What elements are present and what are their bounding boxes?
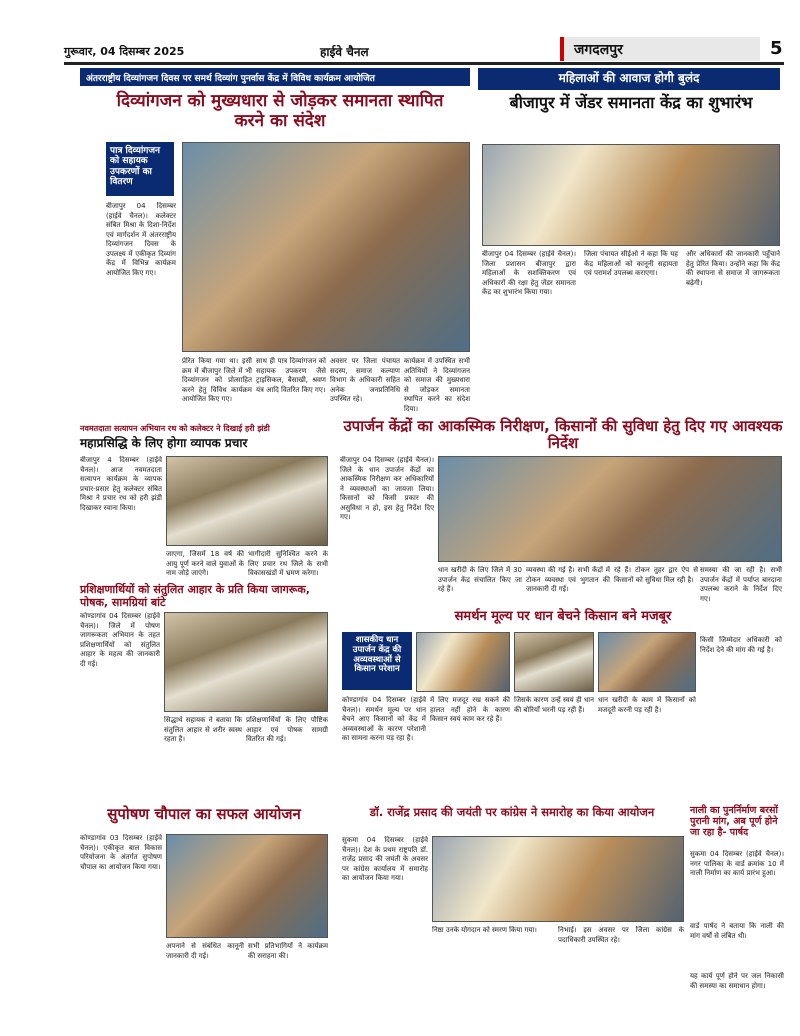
story4-photo (438, 456, 782, 562)
story7-body3: सभी प्रतिभागियों ने कार्यक्रम की सराहना की। (248, 942, 328, 960)
story4-body1: बीजापुर 04 दिसम्बर (हाईवे चैनल)। जिले के धान उपार्जन केंद्रों का आकस्मिक निरीक्षण कर अधिकारियों ने व्यवस्थाओं का जायजा लिया। किसानों को किसी प्रकार की असुविधा न हो, इस हेतु निर्देश दिए गए। (340, 456, 434, 521)
issue-date: गुरूवार, 04 दिसम्बर 2025 (64, 45, 185, 58)
story8-body1: सुकमा 04 दिसम्बर (हाईवे चैनल)। देश के प्रथम राष्ट्रपति डॉ. राजेंद्र प्रसाद की जयंती के अवसर पर कांग्रेस कार्यालय में समारोह का आयोजन किया गया। (342, 836, 428, 882)
story1-body5: कार्यक्रम में उपस्थित सभी अतिथियों ने दिव्यांगजन को समाज की मुख्यधारा से जोड़कर समानता स्थापित करने का संदेश दिया। (404, 357, 470, 413)
header-rule (64, 62, 784, 65)
story6-photo2 (514, 632, 594, 692)
story4-body3: व्यवस्था की गई है। सभी केंद्रों में टोकन व्यवस्था एवं भुगतान की जानकारी दी गई। (526, 566, 610, 593)
story6-headline: समर्थन मूल्य पर धान बेचने किसान बने मजबूर (454, 609, 672, 624)
story1-body2: प्रेरित किया गया था। इसी क्रम में बीजापुर जिले में भी दिव्यांगजन को प्रोत्साहित करने हेतु विविध कार्यक्रम आयोजित किए गए। (182, 357, 252, 403)
story1-box: पात्र दिव्यांगजन को सहायक उपकरणों का वितरण (106, 142, 174, 196)
story3-headline: महाप्रसिद्धि के लिए होगा व्यापक प्रचार (80, 436, 248, 450)
story1-body3: साथ ही पात्र दिव्यांगजन को सहायक उपकरण जैसे ट्राइसिकल, बैसाखी, श्रवण यंत्र आदि वितरित किए गए। (256, 357, 326, 394)
story9-body2: वार्ड पार्षद ने बताया कि नाली की मांग वर्षों से लंबित थी। (690, 922, 784, 940)
story3-photo (166, 456, 328, 546)
newspaper-name: हाईवे चैनल (320, 45, 369, 59)
story1-kicker: अंतरराष्ट्रीय दिव्यांगजन दिवस पर समर्थ दिव्यांग पुनर्वास केंद्र में विविध कार्यक्रम आयोजित (80, 68, 470, 86)
story7-body1: कोण्डागांव 03 दिसम्बर (हाईवे चैनल)। एकीकृत बाल विकास परियोजना के अंतर्गत सुपोषण चौपाल का आयोजन किया गया। (80, 834, 162, 871)
story8-photo (432, 836, 684, 922)
story4-body4: रहे हैं। टोकन तुहर द्वार ऐप से किसानों को सुविधा मिल रही है। (614, 566, 698, 584)
story6-body2: में लिए मजदूर रख सकने की हालत नहीं होने के कारण किसान स्वयं काम कर रहे हैं। (430, 696, 510, 723)
story2-body2: जिला पंचायत सीईओ ने कहा कि यह केंद्र महिलाओं को कानूनी सहायता एवं परामर्श उपलब्ध कराएगा। (584, 250, 678, 277)
story6-photo1 (416, 632, 510, 692)
story3-body3: भागीदारी सुनिश्चित करने के लिए प्रचार रथ जिले के सभी विकासखंडों में भ्रमण करेगा। (248, 550, 328, 577)
story2-body3: और अधिकारों की जानकारी पहुँचाने हेतु प्रेरित किया। उन्होंने कहा कि केंद्र की स्थापना से समाज में जागरूकता बढ़ेगी। (686, 250, 780, 287)
story1-body1: बीजापुर 04 दिसम्बर (हाईवे चैनल)। कलेक्टर संबित मिश्रा के दिशा-निर्देश एवं मार्गदर्शन में अंतरराष्ट्रीय दिव्यांगजन दिवस के उपलक्ष्य में एकीकृत दिव्यांग केंद्र में विभिन्न कार्यक्रम आयोजित किए गए। (106, 202, 176, 277)
story7-body2: अपनाने से संबंधित कानूनी जानकारी दी गई। (166, 942, 244, 960)
story6-body4: धान खरीदी के काम में किसानों को मजदूरी करनी पड़ रही है। (598, 696, 696, 714)
story3-body1: बीजापुर 4 दिसम्बर (हाईवे चैनल)। आज नवमतदाता सत्यापन कार्यक्रम के व्यापक प्रचार-प्रसार हेतु कलेक्टर संबित मिश्रा ने प्रचार रथ को हरी झंडी दिखाकर रवाना किया। (80, 456, 162, 512)
story1-headline: दिव्यांगजन को मुख्यधारा से जोड़कर समानता स्थापित करने का संदेश (116, 91, 444, 131)
story8-body2: निष्ठा उनके योगदान को स्मरण किया गया। (432, 926, 537, 934)
story6-photo3 (598, 632, 696, 692)
story4-body2: धान खरीदी के लिए जिले में 30 उपार्जन केंद्र संचालित किए जा रहे हैं। (438, 566, 522, 593)
story6-body5: किसी जिम्मेदार अधिकारी को निर्देश देने की मांग की गई है। (700, 636, 782, 654)
page-number: 5 (770, 38, 783, 59)
story8-headline: डॉ. राजेंद्र प्रसाद की जयंती पर कांग्रेस ने समारोह का किया आयोजन (369, 805, 655, 819)
story2-body1: बीजापुर 04 दिसम्बर (हाईवे चैनल)। जिला प्रशासन बीजापुर द्वारा महिलाओं के सशक्तिकरण एवं अधिकारों की रक्षा हेतु जेंडर समानता केंद्र का शुभारंभ किया गया। (482, 250, 576, 296)
story2-headline: बीजापुर में जेंडर समानता केंद्र का शुभारंभ (509, 93, 753, 112)
story7-photo (166, 834, 328, 938)
story6-body1: कोण्डागांव 04 दिसम्बर (हाईवे चैनल)। समर्थन मूल्य पर धान बेचने आए किसानों को केंद्र में अव्यवस्थाओं के कारण परेशानी का सामना करना पड़ रहा है। (342, 696, 426, 742)
story2-photo (482, 144, 780, 246)
story5-headline: प्रशिक्षणार्थियों को संतुलित आहार के प्रति किया जागरूक, पोषक, सामग्रियां बांटे (80, 583, 310, 609)
story9-headline: नाली का पुनर्निर्माण बरसों पुरानी मांग, अब पूर्ण होने जा रहा है- पार्षद (690, 805, 778, 838)
story2-banner: महिलाओं की आवाज होगी बुलंद (478, 68, 780, 90)
story5-body1: कोण्डागांव 04 दिसम्बर (हाईवे चैनल)। जिले में पोषण जागरूकता अभियान के तहत प्रशिक्षणार्थियों को संतुलित आहार के महत्व की जानकारी दी गई। (80, 612, 160, 668)
page-header (0, 0, 800, 62)
story5-body3: प्रशिक्षणार्थियों के लिए पौष्टिक आहार एवं पोषक सामग्री वितरित की गई। (246, 716, 328, 743)
story1-photo (182, 142, 470, 352)
story4-headline: उपार्जन केंद्रों का आकस्मिक निरीक्षण, किसानों की सुविधा हेतु दिए गए आवश्यक निर्देश (343, 417, 783, 453)
story9-body3: यह कार्य पूर्ण होने पर जल निकासी की समस्या का समाधान होगा। (690, 972, 784, 990)
story6-box: शासकीय धान उपार्जन केंद्र की अव्यवस्थाओं से किसान परेशान (342, 632, 412, 690)
story3-kicker: नवमतदाता सत्यापन अभियान रथ को कलेक्टर ने दिखाई हरी झंडी (80, 424, 270, 433)
story3-body2: जाएगा, जिसमें 18 वर्ष की आयु पूर्ण करने वाले युवाओं के नाम जोड़े जाएंगे। (166, 550, 244, 577)
story8-body3: निभाई। इस अवसर पर जिला कांग्रेस के पदाधिकारी उपस्थित रहे। (558, 926, 684, 944)
story4-body5: समस्या की जा रही है। सभी उपार्जन केंद्रों में पर्याप्त बारदाना उपलब्ध कराने के निर्देश दिए गए। (700, 566, 782, 603)
story5-photo (164, 612, 328, 712)
edition-city: जगदलपुर (560, 37, 760, 61)
story6-body3: जिसके कारण उन्हें स्वयं ही धान की बोरियाँ भरनी पड़ रही हैं। (514, 696, 594, 714)
story7-headline: सुपोषण चौपाल का सफल आयोजन (107, 805, 301, 823)
story9-body1: सुकमा 04 दिसम्बर (हाईवे चैनल)। नगर पालिका के वार्ड क्रमांक 10 में नाली निर्माण का कार्य प्रारंभ हुआ। (690, 850, 784, 877)
story5-body2: सिद्धार्थ सहायक ने बताया कि संतुलित आहार से शरीर स्वस्थ रहता है। (164, 716, 242, 743)
story1-body4: अवसर पर जिला पंचायत सदस्य, समाज कल्याण विभाग के अधिकारी सहित अनेक जनप्रतिनिधि उपस्थित रहे। (330, 357, 400, 403)
